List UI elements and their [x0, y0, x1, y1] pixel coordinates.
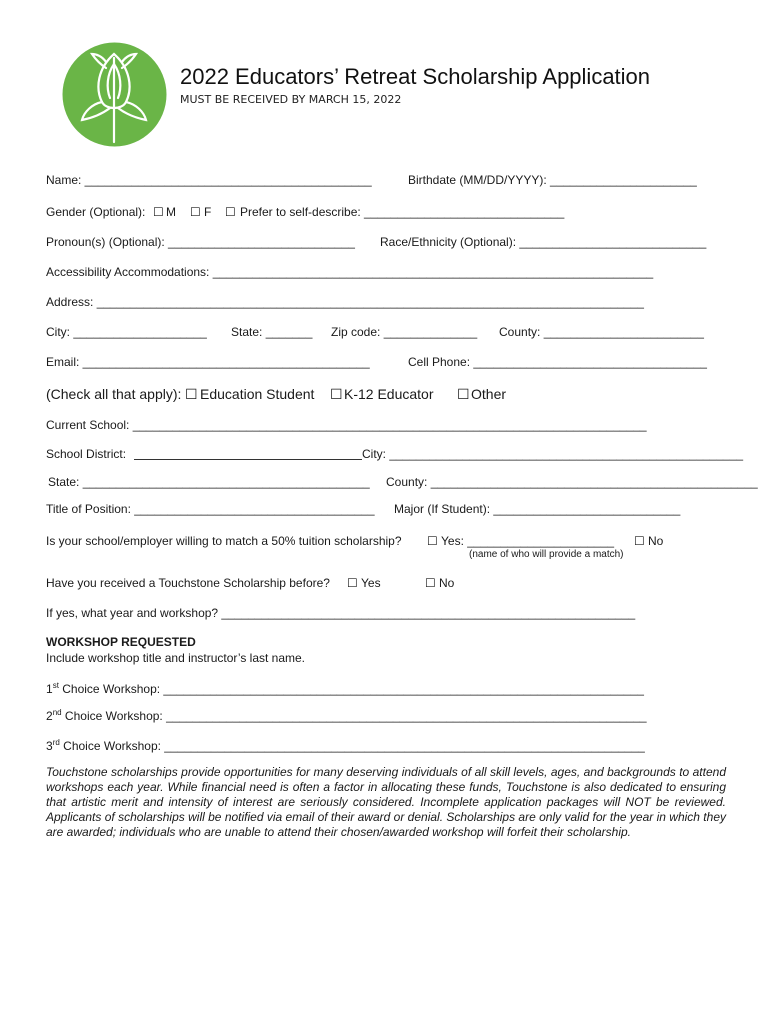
race-ethnicity-field[interactable]: Race/Ethnicity (Optional): ____________________________	[380, 235, 707, 249]
city-field[interactable]: City: ____________________	[46, 325, 207, 339]
school-state-field[interactable]: State: ___________________________________________	[48, 475, 370, 489]
major-field[interactable]: Major (If Student): ____________________________	[394, 502, 681, 516]
name-field[interactable]: Name: ___________________________________________	[46, 173, 372, 187]
k12-educator-checkbox[interactable]: ☐	[330, 386, 343, 402]
gender-self-describe-field[interactable]: Prefer to self-describe: ______________________________	[240, 205, 565, 219]
match-no-label: No	[648, 534, 664, 548]
received-question: Have you received a Touchstone Scholarship before?	[46, 576, 334, 590]
zip-code-field[interactable]: Zip code: ______________	[331, 325, 478, 339]
school-county-field[interactable]: County: _________________________________________________	[386, 475, 758, 489]
gender-f-label: F	[204, 205, 212, 219]
workshop-instructions: Include workshop title and instructor’s last name.	[46, 651, 306, 665]
county-field[interactable]: County: ________________________	[499, 325, 704, 339]
role-check-label: (Check all that apply):	[46, 386, 186, 402]
match-name-note: (name of who will provide a match)	[469, 549, 624, 560]
third-choice-workshop-field[interactable]: 3rd Choice Workshop: ________________________________________________________________________	[46, 738, 645, 753]
education-student-checkbox[interactable]: ☐	[185, 386, 198, 402]
match-yes-checkbox[interactable]: ☐	[427, 534, 438, 548]
other-label: Other	[471, 386, 507, 402]
gender-m-label: M	[166, 205, 176, 219]
position-title-field[interactable]: Title of Position: ____________________________________	[46, 502, 375, 516]
state-field[interactable]: State: _______	[231, 325, 313, 339]
gender-f-checkbox[interactable]: ☐	[190, 205, 201, 219]
birthdate-field[interactable]: Birthdate (MM/DD/YYYY): ______________________	[408, 173, 697, 187]
match-question: Is your school/employer willing to match a 50% tuition scholarship?	[46, 534, 405, 548]
first-choice-workshop-field[interactable]: 1st Choice Workshop: ________________________________________________________________________	[46, 681, 644, 696]
pronouns-field[interactable]: Pronoun(s) (Optional): ____________________________	[46, 235, 355, 249]
workshop-heading: WORKSHOP REQUESTED	[46, 635, 196, 649]
second-choice-workshop-field[interactable]: 2nd Choice Workshop: ________________________________________________________________________	[46, 708, 647, 723]
received-yes-label: Yes	[361, 576, 381, 590]
k12-educator-label: K-12 Educator	[344, 386, 434, 402]
touchstone-logo	[62, 42, 167, 147]
previous-workshop-field[interactable]: If yes, what year and workshop? ______________________________________________________________	[46, 606, 636, 620]
scholarship-policy-paragraph: Touchstone scholarships provide opportunities for many deserving individuals of all skill levels, ages, and backgrounds to attend workshops each year. While financial need is often a factor in allocating these funds, Touchstone is also dedicated to ensuring that artistic merit and intensity of interest are seriously considered. Incomplete application packages will NOT be reviewed. Applicants of scholarships will be notified via email of their award or denial. Scholarships are only valid for the year in which they are awarded; individuals who are unable to attend their chosen/awarded workshop will forfeit their scholarship.	[46, 765, 726, 839]
education-student-label: Education Student	[200, 386, 315, 402]
school-district-input-line[interactable]	[134, 459, 362, 460]
received-yes-checkbox[interactable]: ☐	[347, 576, 358, 590]
cell-phone-field[interactable]: Cell Phone: ___________________________________	[408, 355, 707, 369]
gender-label: Gender (Optional):	[46, 205, 149, 219]
accessibility-field[interactable]: Accessibility Accommodations: __________________________________________________________________	[46, 265, 654, 279]
match-no-checkbox[interactable]: ☐	[634, 534, 645, 548]
match-yes-field[interactable]: Yes: ______________________	[441, 534, 615, 548]
address-field[interactable]: Address: __________________________________________________________________________________	[46, 295, 644, 309]
received-no-label: No	[439, 576, 455, 590]
district-city-field[interactable]: City: _____________________________________________________	[362, 447, 744, 461]
received-no-checkbox[interactable]: ☐	[425, 576, 436, 590]
current-school-field[interactable]: Current School: _____________________________________________________________________________	[46, 418, 647, 432]
other-checkbox[interactable]: ☐	[457, 386, 470, 402]
gender-m-checkbox[interactable]: ☐	[153, 205, 164, 219]
email-field[interactable]: Email: ___________________________________________	[46, 355, 370, 369]
gender-self-checkbox[interactable]: ☐	[225, 205, 236, 219]
page-title: 2022 Educators’ Retreat Scholarship Application	[180, 64, 651, 89]
school-district-label: School District:	[46, 447, 130, 461]
deadline-note: MUST BE RECEIVED BY MARCH 15, 2022	[180, 93, 402, 106]
